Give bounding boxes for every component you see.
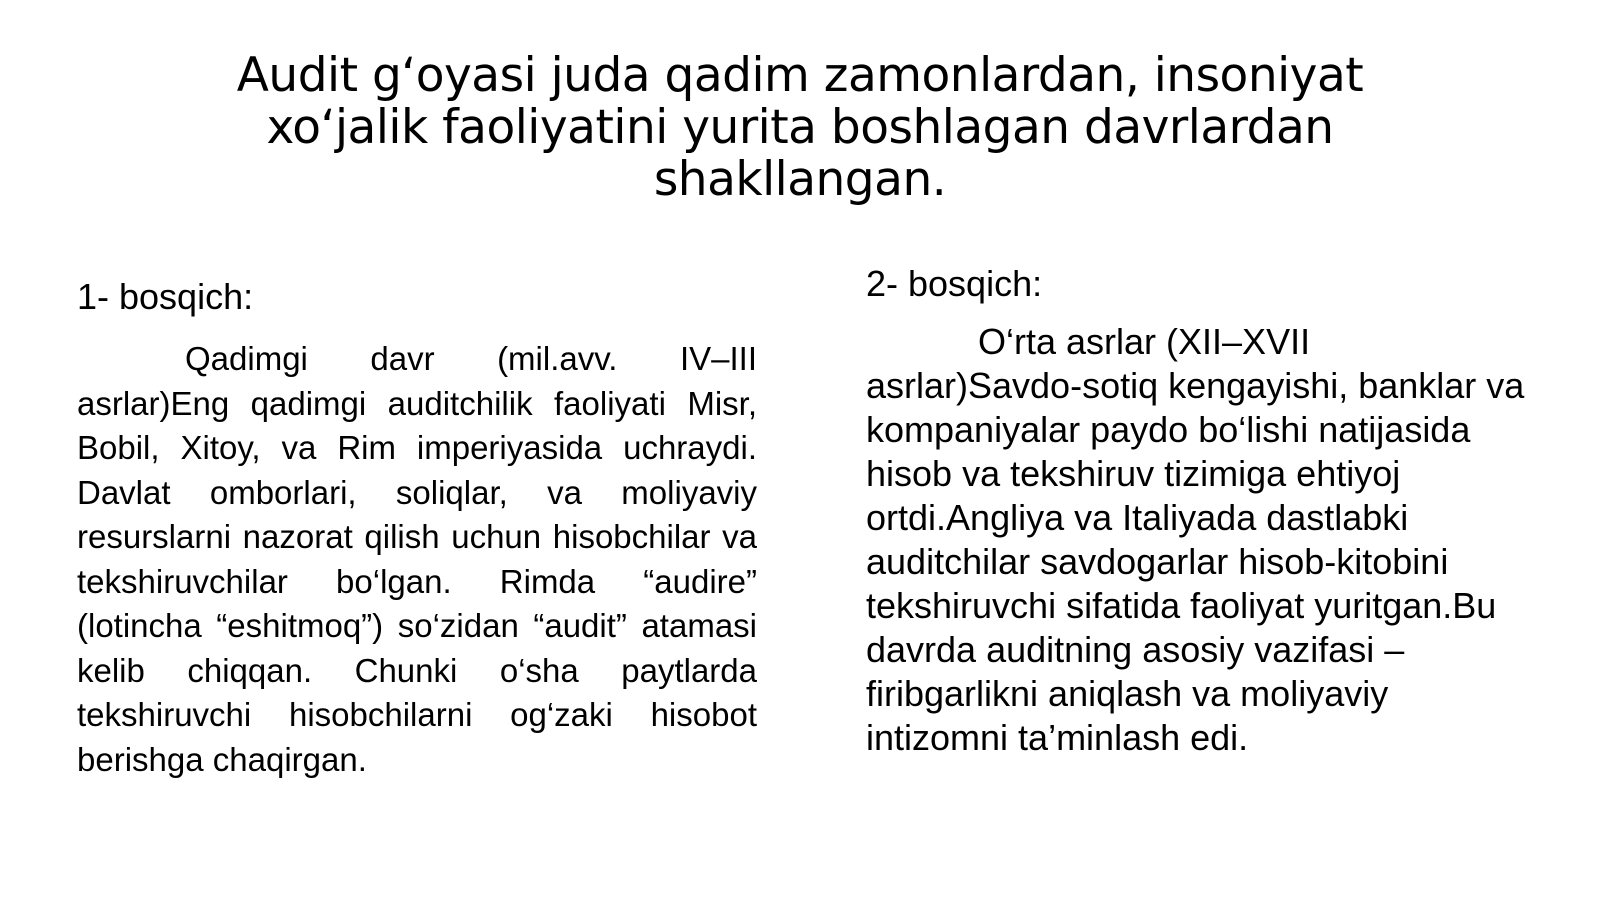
left-column xyxy=(77,275,757,782)
right-column xyxy=(866,262,1546,760)
right-column-heading: 2- bosqich: xyxy=(866,263,1043,304)
left-column-heading: 1- bosqich: xyxy=(77,276,254,317)
right-column-body: O‘rta asrlar (XII–XVII asrlar)Savdo-sotiq kengayishi, banklar va kompaniyalar paydo bo‘lishi natijasida hisob va tekshiruv tizimiga ehtiyoj ortdi.Angliya va Italiyada dastlabki auditchilar savdogarlar hisob-kitobini tekshiruvchi sifatida faoliyat yuritgan.Bu davrda auditning asosiy vazifasi – firibgarlikni aniqlash va moliyaviy intizomni ta’minlash edi. xyxy=(866,321,1525,758)
slide-title: Audit g‘oyasi juda qadim zamonlardan, insoniyat xo‘jalik faoliyatini yurita boshlagan davrlardan shakllangan. xyxy=(236,48,1364,207)
left-column-body: Qadimgi davr (mil.avv. IV–III asrlar)Eng qadimgi auditchilik faoliyati Misr, Bobil, Xitoy, va Rim imperiyasida uchraydi. Davlat omborlari, soliqlar, va moliyaviy resurslarni nazorat qilish uchun hisobchilar va tekshiruvchilar bo‘lgan. Rimda “audire” (lotincha “eshitmoq”) so‘zidan “audit” atamasi kelib chiqqan. Chunki o‘sha paytlarda tekshiruvchi hisobchilarni og‘zaki hisobot berishga chaqirgan. xyxy=(77,340,757,778)
